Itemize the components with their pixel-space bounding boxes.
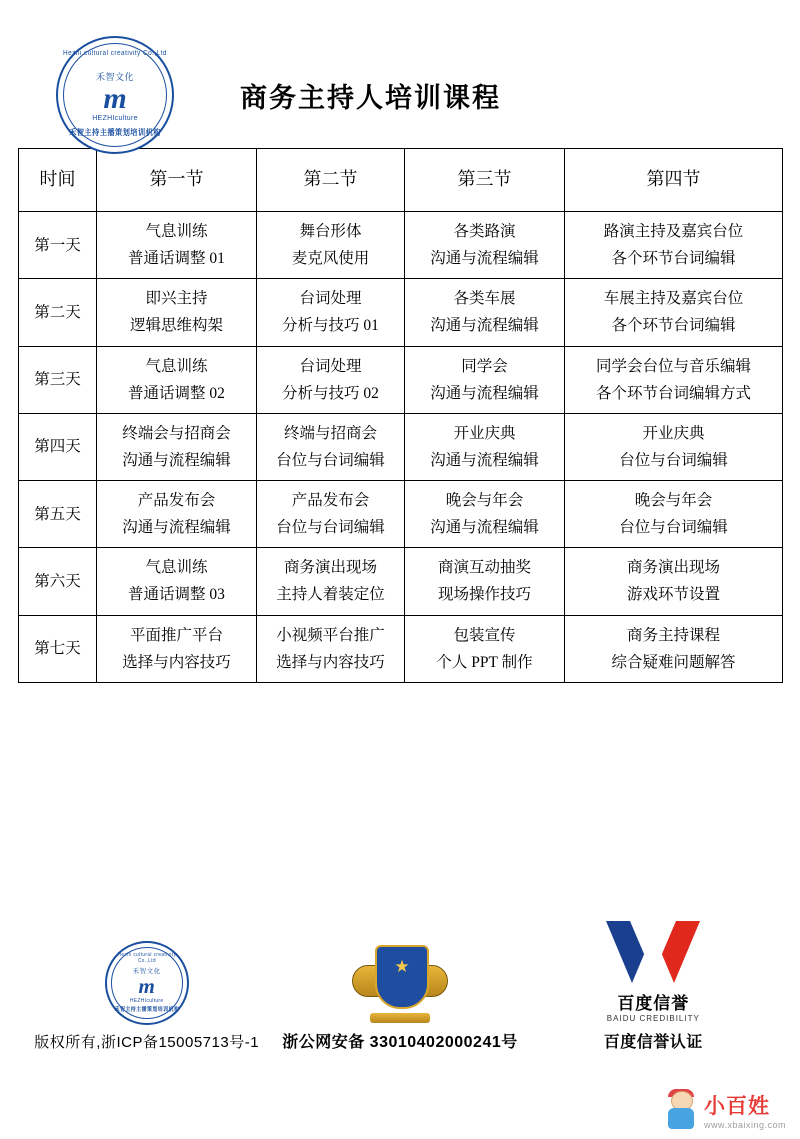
seal-arc-top-text: Hezhi cultural creativity Co.,Ltd xyxy=(63,50,167,57)
cell-day3-session4: 同学会台位与音乐编辑 各个环节台词编辑方式 xyxy=(565,346,783,413)
baidu-credibility-badge[interactable] xyxy=(528,917,778,1052)
company-seal-icon xyxy=(56,36,174,154)
row-day-label: 第五天 xyxy=(19,481,97,548)
cell-day4-session3: 开业庆典 沟通与流程编辑 xyxy=(405,413,565,480)
cell-day2-session3: 各类车展 沟通与流程编辑 xyxy=(405,279,565,346)
seal-arc-bottom-text: 禾智主持主播策划培训机构 xyxy=(69,128,161,137)
cell-day7-session3: 包装宣传 个人 PPT 制作 xyxy=(405,615,565,682)
table-row xyxy=(19,481,783,548)
cell-day7-session1: 平面推广平台 选择与内容技巧 xyxy=(97,615,257,682)
baidu-credibility-subtitle: BAIDU CREDIBILITY xyxy=(606,1014,700,1023)
company-logo xyxy=(0,36,230,154)
schedule-table-wrapper xyxy=(18,148,782,683)
emblem-base xyxy=(370,1013,430,1023)
page-title: 商务主持人培训课程 xyxy=(240,82,501,113)
seal-monogram: m xyxy=(138,974,155,998)
row-day-label: 第六天 xyxy=(19,548,97,615)
cell-day3-session1: 气息训练 普通话调整 02 xyxy=(97,346,257,413)
cell-day7-session2: 小视频平台推广 选择与内容技巧 xyxy=(257,615,405,682)
document-footer xyxy=(0,917,800,1077)
cell-day4-session1: 终端会与招商会 沟通与流程编辑 xyxy=(97,413,257,480)
baidu-credibility-caption: 百度信誉认证 xyxy=(603,1034,703,1051)
watermark-mascot-icon xyxy=(664,1089,698,1131)
cell-day1-session3: 各类路演 沟通与流程编辑 xyxy=(405,212,565,279)
mascot-body xyxy=(668,1108,694,1129)
baidu-v-logo-icon xyxy=(598,917,708,987)
cell-day6-session2: 商务演出现场 主持人着装定位 xyxy=(257,548,405,615)
cell-day2-session4: 车展主持及嘉宾台位 各个环节台词编辑 xyxy=(565,279,783,346)
cell-day7-session4: 商务主持课程 综合疑难问题解答 xyxy=(565,615,783,682)
seal-monogram: m xyxy=(103,82,127,115)
column-header-session-1: 第一节 xyxy=(97,149,257,212)
table-row xyxy=(19,279,783,346)
emblem-shield xyxy=(375,945,429,1009)
cell-day2-session2: 台词处理 分析与技巧 01 xyxy=(257,279,405,346)
schedule-table xyxy=(18,148,783,683)
table-row xyxy=(19,212,783,279)
seal-company-name: 禾智文化 xyxy=(95,72,134,82)
watermark-text-group xyxy=(704,1090,786,1130)
cell-day4-session2: 终端与招商会 台位与台词编辑 xyxy=(257,413,405,480)
cell-day1-session4: 路演主持及嘉宾台位 各个环节台词编辑 xyxy=(565,212,783,279)
row-day-label: 第二天 xyxy=(19,279,97,346)
cell-day1-session2: 舞台形体 麦克风使用 xyxy=(257,212,405,279)
cell-day5-session4: 晚会与年会 台位与台词编辑 xyxy=(565,481,783,548)
seal-arc-top-text: Hezhi cultural creativity Co.,Ltd xyxy=(117,952,177,964)
cell-day5-session2: 产品发布会 台位与台词编辑 xyxy=(257,481,405,548)
table-row xyxy=(19,548,783,615)
row-day-label: 第四天 xyxy=(19,413,97,480)
seal-center xyxy=(58,84,172,122)
seal-company-name: 禾智文化 xyxy=(132,968,161,975)
table-row xyxy=(19,346,783,413)
cell-day1-session1: 气息训练 普通话调整 01 xyxy=(97,212,257,279)
row-day-label: 第七天 xyxy=(19,615,97,682)
police-emblem-icon xyxy=(352,939,448,1023)
seal-center xyxy=(107,976,187,1004)
cell-day6-session3: 商演互动抽奖 现场操作技巧 xyxy=(405,548,565,615)
site-watermark xyxy=(664,1089,786,1131)
column-header-session-2: 第二节 xyxy=(257,149,405,212)
row-day-label: 第三天 xyxy=(19,346,97,413)
cell-day3-session2: 台词处理 分析与技巧 02 xyxy=(257,346,405,413)
seal-arc-bottom-text: 禾智主持主播策划培训机构 xyxy=(114,1007,180,1013)
column-header-session-3: 第三节 xyxy=(405,149,565,212)
cell-day5-session1: 产品发布会 沟通与流程编辑 xyxy=(97,481,257,548)
copyright-badge xyxy=(22,941,272,1052)
row-day-label: 第一天 xyxy=(19,212,97,279)
table-row xyxy=(19,615,783,682)
column-header-time: 时间 xyxy=(19,149,97,212)
baidu-credibility-title: 百度信誉 xyxy=(617,994,690,1013)
seal-subtitle: HEZHIculture xyxy=(92,115,138,122)
cell-day6-session4: 商务演出现场 游戏环节设置 xyxy=(565,548,783,615)
seal-subtitle: HEZHIculture xyxy=(129,998,164,1004)
cell-day3-session3: 同学会 沟通与流程编辑 xyxy=(405,346,565,413)
watermark-site-name: 小百姓 xyxy=(703,1095,770,1118)
column-header-session-4: 第四节 xyxy=(565,149,783,212)
company-seal-small-icon xyxy=(105,941,189,1025)
cell-day2-session1: 即兴主持 逻辑思维构架 xyxy=(97,279,257,346)
v-center-notch xyxy=(630,921,676,975)
police-record-badge[interactable] xyxy=(275,939,525,1052)
police-record-text: 浙公网安备 33010402000241号 xyxy=(282,1034,518,1051)
table-row xyxy=(19,413,783,480)
cell-day5-session3: 晚会与年会 沟通与流程编辑 xyxy=(405,481,565,548)
footer-badges xyxy=(0,917,800,1052)
copyright-text: 版权所有,浙ICP备15005713号-1 xyxy=(34,1034,260,1051)
watermark-site-url: www.xbaixing.com xyxy=(703,1120,786,1130)
table-header-row xyxy=(19,149,783,212)
document-header xyxy=(0,0,800,137)
cell-day6-session1: 气息训练 普通话调整 03 xyxy=(97,548,257,615)
cell-day4-session4: 开业庆典 台位与台词编辑 xyxy=(565,413,783,480)
